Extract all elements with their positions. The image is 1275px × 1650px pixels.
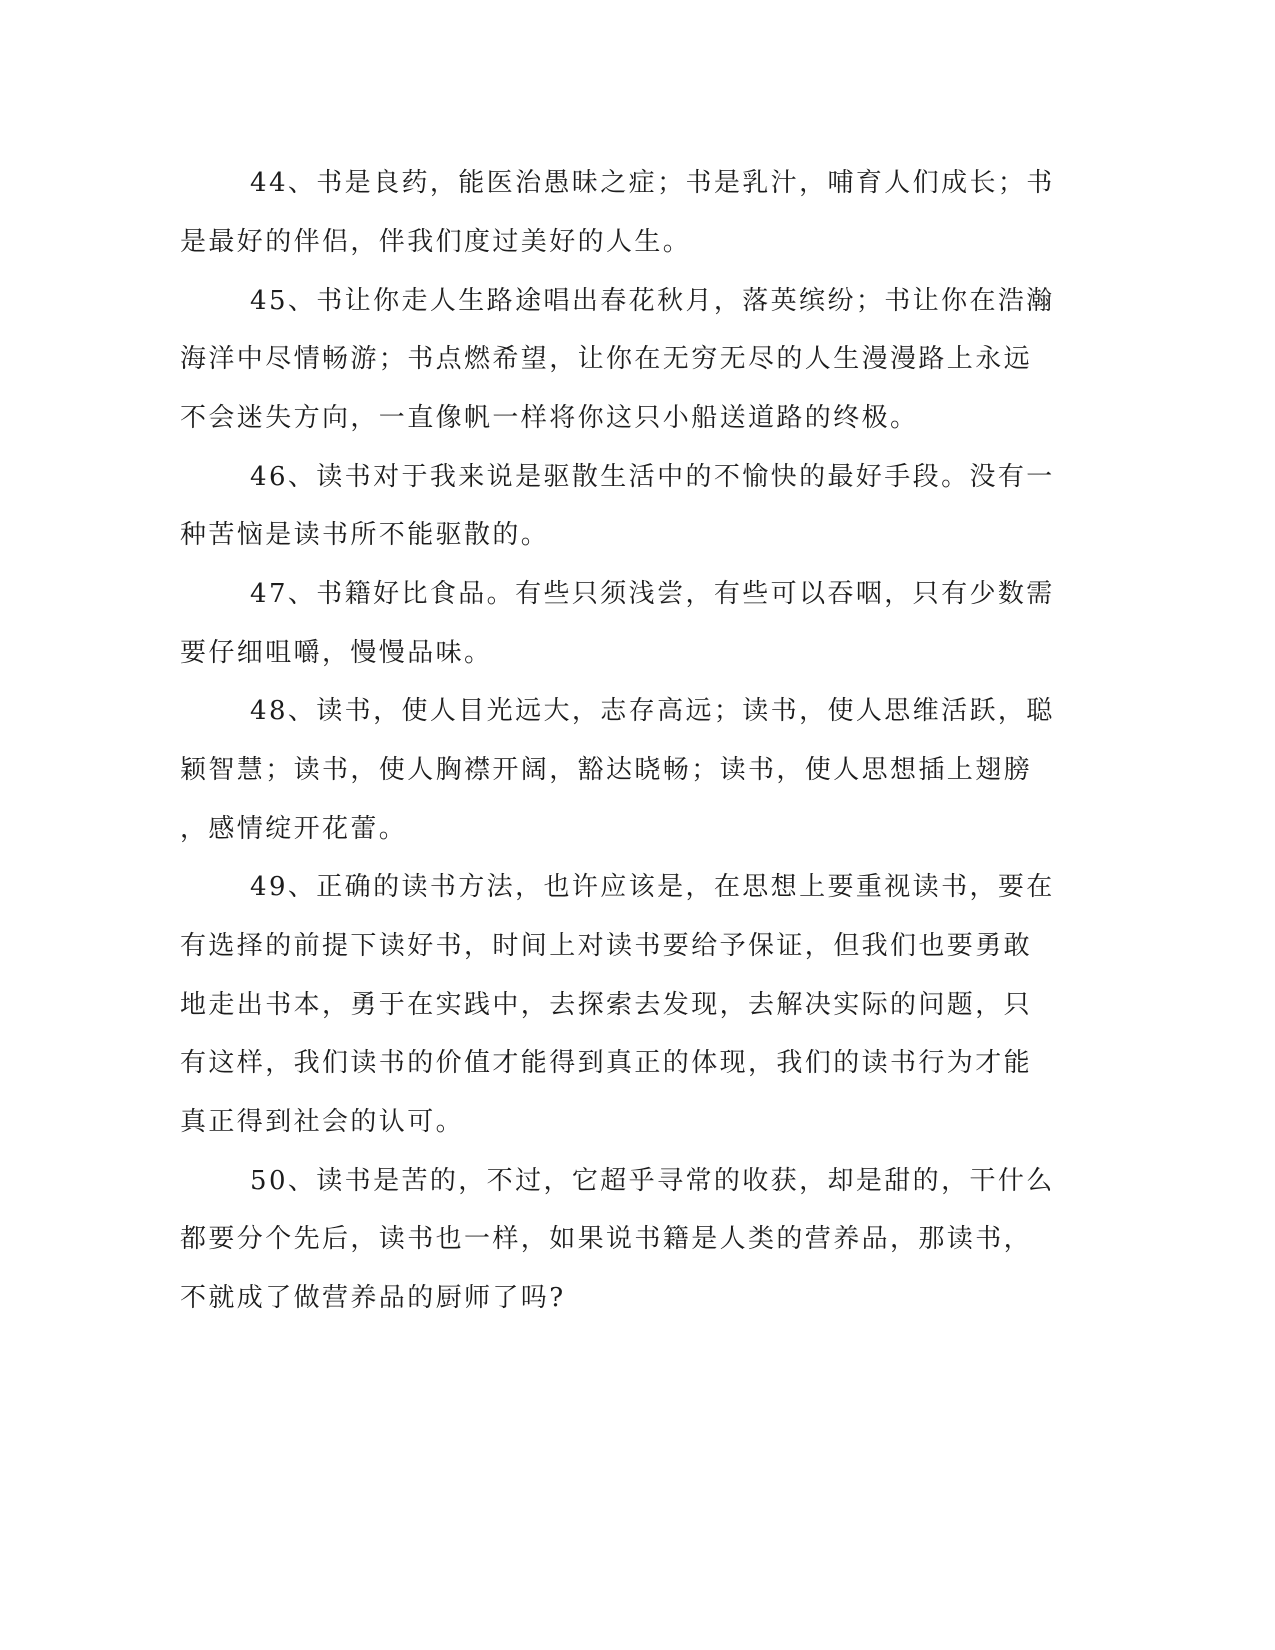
paragraph-line: 都要分个先后，读书也一样，如果说书籍是人类的营养品，那读书， [180, 1224, 1033, 1254]
paragraph-line: 是最好的伴侣，伴我们度过美好的人生。 [180, 227, 692, 257]
paragraph-line: 地走出书本，勇于在实践中，去探索去发现，去解决实际的问题，只 [180, 990, 1033, 1020]
paragraph-line: 不会迷失方向，一直像帆一样将你这只小船送道路的终极。 [180, 403, 919, 433]
paragraph-line: 种苦恼是读书所不能驱散的。 [180, 520, 550, 550]
paragraph-line: 真正得到社会的认可。 [180, 1107, 465, 1137]
paragraph-line: 有这样，我们读书的价值才能得到真正的体现，我们的读书行为才能 [180, 1048, 1033, 1078]
paragraph-line: 不就成了做营养品的厨师了吗? [180, 1283, 566, 1313]
paragraph-line: ，感情绽开花蕾。 [180, 814, 408, 844]
paragraph-line: 45、书让你走人生路途唱出春花秋月，落英缤纷；书让你在浩瀚 [250, 286, 1055, 316]
paragraph-line: 49、正确的读书方法，也许应该是，在思想上要重视读书，要在 [250, 872, 1055, 902]
paragraph-line: 47、书籍好比食品。有些只须浅尝，有些可以吞咽，只有少数需 [250, 579, 1055, 609]
paragraph-line: 海洋中尽情畅游；书点燃希望，让你在无穷无尽的人生漫漫路上永远 [180, 344, 1033, 374]
paragraph-line: 48、读书，使人目光远大，志存高远；读书，使人思维活跃，聪 [250, 696, 1055, 726]
paragraph-line: 有选择的前提下读好书，时间上对读书要给予保证，但我们也要勇敢 [180, 931, 1033, 961]
paragraph-line: 44、书是良药，能医治愚昧之症；书是乳汁，哺育人们成长；书 [250, 168, 1055, 198]
paragraph-line: 要仔细咀嚼，慢慢品味。 [180, 638, 493, 668]
paragraph-line: 46、读书对于我来说是驱散生活中的不愉快的最好手段。没有一 [250, 462, 1055, 492]
paragraph-line: 50、读书是苦的，不过，它超乎寻常的收获，却是甜的，干什么 [250, 1166, 1055, 1196]
paragraph-line: 颖智慧；读书，使人胸襟开阔，豁达晓畅；读书，使人思想插上翅膀 [180, 755, 1033, 785]
